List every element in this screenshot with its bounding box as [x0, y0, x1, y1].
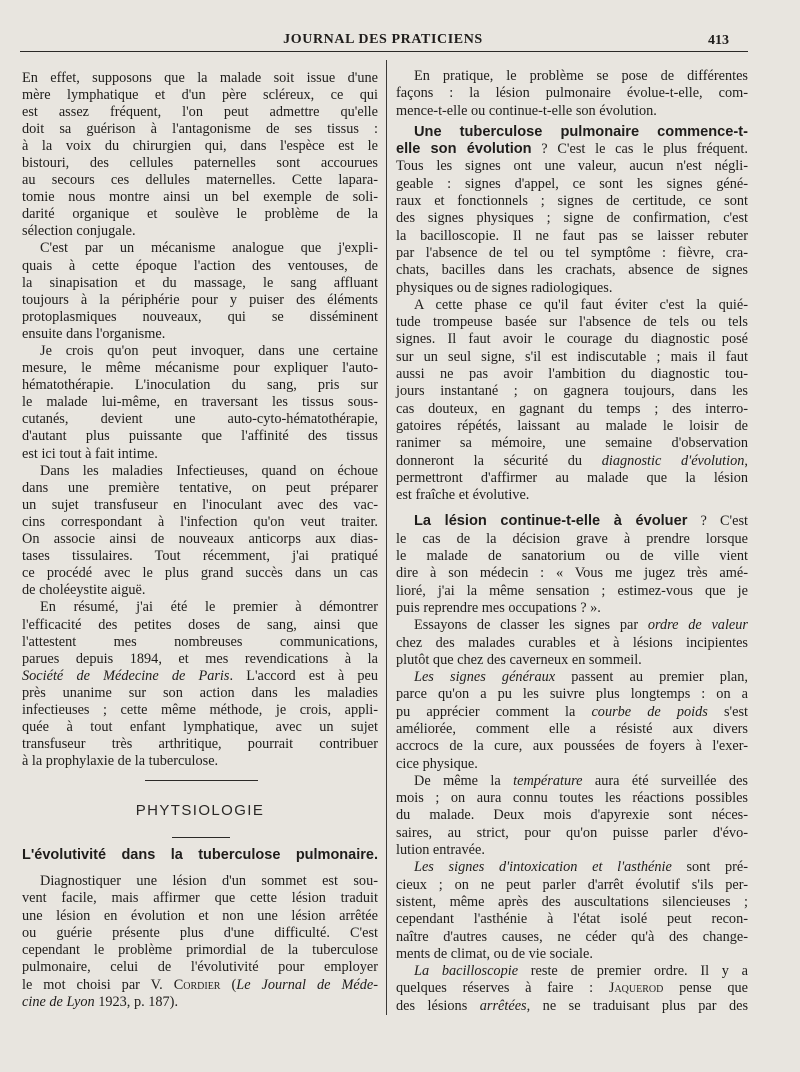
text-segment: aura été surveillée des: [582, 772, 748, 789]
text-line: [396, 193, 748, 210]
text-line: [396, 686, 748, 703]
line-content: mence-t-elle ou continue-t-elle son évolution.: [396, 102, 657, 119]
paragraph: [396, 859, 748, 963]
line-content: accrocs de la cure, aux poussées de foyers à l'exer-: [396, 738, 748, 755]
line-content: cependant l'asthénie à l'état isolé peut recon-: [396, 911, 748, 928]
text-line: [396, 280, 748, 297]
text-line: [396, 435, 748, 452]
text-line: [396, 773, 748, 790]
text-segment: De même la: [414, 772, 514, 789]
line-content: [396, 453, 748, 469]
line-content: un sujet transfuseur en l'inoculant avec des vac-: [22, 496, 378, 513]
italic-text: Le Journal de Méde-: [236, 976, 378, 993]
text-segment: pu apprécier comment la: [396, 703, 592, 720]
italic-text: Les signes d'intoxication et l'asthénie: [414, 859, 672, 876]
text-line: [22, 104, 378, 121]
line-content: [396, 141, 748, 157]
paragraph: [396, 963, 748, 1015]
text-line: [22, 736, 378, 753]
text-line: [22, 446, 378, 463]
line-content: protoplasmiques nouveaux, qui se disséminent: [22, 308, 378, 325]
text-line: [396, 158, 748, 175]
line-content: cutanés, devient une auto-cyto-hématothérapie,: [22, 411, 378, 428]
text-line: [22, 668, 378, 685]
line-content: [414, 963, 748, 979]
text-line: [22, 548, 378, 565]
text-line: [22, 753, 378, 770]
line-content: puis reprendre mes occupations ? ».: [396, 599, 601, 616]
text-segment: , ne se traduisant plus par des: [526, 997, 749, 1014]
bold-text: La lésion continue-t-elle à évoluer: [414, 513, 688, 530]
text-line: [396, 617, 748, 634]
line-content: [22, 994, 178, 1010]
line-content: lution entravée.: [396, 842, 485, 859]
column-divider: [386, 60, 387, 1015]
text-line: [22, 994, 378, 1011]
text-line: [22, 326, 378, 343]
left-column: [22, 70, 378, 771]
text-line: [396, 859, 748, 876]
line-content: à la voix du chirurgien qui, dans l'espèce est le: [22, 137, 378, 154]
text-line: [22, 394, 378, 411]
text-line: [22, 258, 378, 275]
header-rule: [20, 51, 748, 52]
text-line: [396, 85, 748, 102]
text-line: [22, 155, 378, 172]
text-line: [22, 959, 378, 976]
line-content: ce procédé avec le plus grand succès dans un cas: [22, 565, 378, 582]
text-line: [22, 292, 378, 309]
line-content: darité organique et soulève le problème de la: [22, 206, 378, 223]
line-content: signes. Il faut avoir le courage du diagnostic posé: [396, 331, 748, 348]
text-segment: . L'accord est à peu: [229, 667, 378, 684]
text-line: [396, 418, 748, 435]
text-line: [396, 998, 748, 1015]
text-segment: 1923, p. 187).: [94, 994, 179, 1011]
line-content: [414, 513, 748, 529]
line-content: chez des malades curables et à lésions incipientes: [396, 634, 748, 651]
line-content: [396, 980, 748, 996]
text-line: [22, 138, 378, 155]
line-content: tude trompeuse basée sur l'absence de tels ou tels: [396, 314, 748, 331]
small-caps-text: Cordier: [173, 976, 221, 993]
text-line: [396, 513, 748, 530]
line-content: [414, 859, 748, 875]
line-content: [22, 668, 378, 684]
line-content: [414, 617, 748, 633]
line-content: naître d'autres causes, ne céder qu'à des change-: [396, 928, 748, 945]
text-line: [22, 651, 378, 668]
paragraph: [396, 68, 748, 120]
line-content: parues depuis 1894, et mes revendications à la: [22, 650, 378, 667]
text-line: [22, 719, 378, 736]
text-line: [396, 124, 748, 141]
line-content: dans une première tentative, on peut préparer: [22, 479, 378, 496]
line-content: [22, 977, 378, 993]
line-content: ou guérie présente plus d'une difficulté. C'est: [22, 924, 378, 941]
line-content: sistent, même après des auscultations silencieuses ;: [396, 893, 748, 910]
line-content: améliorée, comment elle a résisté aux divers: [396, 720, 748, 737]
line-content: En pratique, le problème se pose de différentes: [414, 68, 748, 84]
text-line: [22, 223, 378, 240]
text-line: [396, 842, 748, 859]
line-content: est fraîche et évolutive.: [396, 487, 530, 504]
line-content: transfuseur très arthritique, pourrait contribuer: [22, 736, 378, 753]
text-line: [22, 121, 378, 138]
paragraph: [22, 873, 378, 1011]
line-content: aussi ne pas avoir l'ambition du diagnostic tou-: [396, 366, 748, 383]
article-body: [22, 873, 378, 1011]
line-content: la bacilloscopie. Il ne faut pas se laisser rebuter: [396, 227, 748, 244]
text-line: [22, 240, 378, 257]
paragraph: [22, 599, 378, 770]
text-line: [396, 652, 748, 669]
text-segment: le mot choisi par V.: [22, 976, 174, 993]
paragraph: [396, 513, 748, 617]
line-content: cice physique.: [396, 755, 478, 772]
text-line: [22, 531, 378, 548]
text-line: [396, 790, 748, 807]
line-content: [396, 998, 748, 1014]
line-content: des signes physiques ; signe de confirmation, c'est: [396, 210, 748, 227]
text-line: [22, 890, 378, 907]
line-content: à la prophylaxie de la tuberculose.: [22, 753, 219, 770]
text-segment: ? C'est le cas le plus fréquent.: [531, 141, 748, 158]
line-content: ranimer sa mémoire, une semaine d'observation: [396, 435, 748, 452]
text-line: [22, 428, 378, 445]
paragraph: [22, 343, 378, 463]
line-content: geable : signes d'appel, ce sont les signes géné-: [396, 175, 748, 192]
text-line: [22, 206, 378, 223]
line-content: [396, 704, 748, 720]
line-content: chats, bacilles dans les crachats, absence de signes: [396, 262, 748, 279]
line-content: Diagnostiquer une lésion d'un sommet est sou-: [40, 873, 378, 889]
paragraph: [396, 669, 748, 773]
text-line: [22, 908, 378, 925]
right-column: [396, 68, 748, 1015]
line-content: par l'absence de tel ou tel symptôme : fièvre, cra-: [396, 244, 748, 261]
text-line: [396, 176, 748, 193]
text-line: [396, 383, 748, 400]
line-content: est assez fréquent, l'on peut admettre qu'elle: [22, 103, 378, 120]
line-content: parce qu'on a pu les suivre plus longtemps : on a: [396, 686, 748, 703]
line-content: pulmonaire, celui de l'évolutivité pour employer: [22, 959, 378, 976]
text-line: [396, 963, 748, 980]
text-line: [396, 487, 748, 504]
text-segment: Essayons de classer les signes par: [414, 617, 648, 634]
line-content: est ici tout à fait intime.: [22, 445, 158, 462]
text-segment: donneront la sécurité du: [396, 452, 602, 469]
line-content: physiques ou de signes radiologiques.: [396, 279, 613, 296]
italic-text: diagnostic d'évolution: [601, 452, 745, 469]
text-line: [396, 565, 748, 582]
section-heading: PHYTSIOLOGIE: [135, 802, 265, 819]
line-content: le malade de sanatorium ou de ville vient: [396, 548, 748, 565]
paragraph: [396, 124, 748, 297]
text-line: [22, 87, 378, 104]
text-line: [22, 275, 378, 292]
text-line: [22, 189, 378, 206]
text-line: [396, 583, 748, 600]
line-content: quais à cette époque l'action des ventouses, de: [22, 257, 378, 274]
line-content: [414, 773, 748, 789]
text-line: [22, 70, 378, 87]
line-content: jours instantané ; on gagnera toujours, dans les: [396, 383, 748, 400]
line-content: tases tissulaires. Tout récemment, j'ai pratiqué: [22, 548, 378, 565]
text-line: [396, 635, 748, 652]
text-line: [396, 470, 748, 487]
text-line: [396, 807, 748, 824]
line-content: doit sa guérison à l'antagonisme de ses tissus :: [22, 120, 378, 137]
line-content: tomie nous montre ainsi un bel exemple de soli-: [22, 189, 378, 206]
text-line: [396, 141, 748, 158]
text-line: [22, 565, 378, 582]
line-content: ments de climat, ou de vie sociale.: [396, 945, 593, 962]
line-content: On associe ainsi de nouveaux anticorps aux dias-: [22, 531, 378, 548]
text-line: [396, 262, 748, 279]
text-line: [22, 925, 378, 942]
text-line: [22, 873, 378, 890]
text-line: [22, 463, 378, 480]
line-content: [414, 124, 748, 140]
line-content: la sinapisation et du massage, le sang affluant: [22, 274, 378, 291]
page-number: 413: [708, 33, 729, 48]
line-content: une lésion en évolution et non une lésion arrêtée: [22, 907, 378, 924]
text-line: [396, 911, 748, 928]
text-segment: s'est: [707, 703, 748, 720]
italic-text: ordre de valeur: [647, 617, 748, 634]
text-line: [22, 634, 378, 651]
text-line: [22, 702, 378, 719]
line-content: cependant le problème primordial de la tuberculose: [22, 942, 378, 959]
text-line: [396, 980, 748, 997]
line-content: d'autant plus puissante que l'affinité des tissus: [22, 428, 378, 445]
line-content: cieux ; on ne peut parler d'arrêt évolutif s'ils per-: [396, 876, 748, 893]
text-line: [396, 946, 748, 963]
journal-title: JOURNAL DES PRATICIENS: [283, 32, 483, 47]
text-line: [22, 582, 378, 599]
line-content: gatoires répétés, laissant au malade le loisir de: [396, 417, 748, 434]
paragraph: [22, 70, 378, 241]
text-segment: ,: [744, 452, 748, 469]
line-content: [414, 669, 748, 685]
italic-text: courbe de poids: [591, 703, 708, 720]
text-line: [22, 942, 378, 959]
text-line: [396, 401, 748, 418]
text-line: [396, 738, 748, 755]
line-content: C'est par un mécanisme analogue que j'expli-: [40, 240, 378, 257]
line-content: dire à son médecin : « Vous me jugez très amé-: [396, 565, 748, 582]
text-line: [396, 825, 748, 842]
line-content: Je crois qu'on peut invoquer, dans une certaine: [40, 343, 378, 359]
line-content: vent facile, mais affirmer que cette lésion traduit: [22, 890, 378, 907]
line-content: A cette phase ce qu'il faut éviter c'est la quié-: [414, 296, 748, 313]
text-line: [396, 894, 748, 911]
text-line: [22, 360, 378, 377]
text-line: [396, 228, 748, 245]
line-content: façons : la lésion pulmonaire évolue-t-elle, com-: [396, 85, 748, 102]
text-segment: quelques réserves à faire :: [396, 980, 609, 997]
line-content: raux et fonctionnels ; signes de certitude, ce sont: [396, 193, 748, 210]
paragraph: [396, 617, 748, 669]
text-line: [396, 756, 748, 773]
text-segment: (: [220, 976, 237, 993]
small-caps-text: Jaquerod: [608, 980, 664, 997]
text-line: [396, 314, 748, 331]
text-line: [396, 929, 748, 946]
italic-text: Les signes généraux: [414, 669, 556, 686]
text-segment: reste de premier ordre. Il y a: [518, 963, 748, 980]
text-line: [22, 617, 378, 634]
line-content: du malade. Deux mois d'apyrexie sont néces-: [396, 807, 748, 824]
text-line: [396, 548, 748, 565]
text-segment: ? C'est: [687, 513, 748, 530]
line-content: infectieuses ; cette même méthode, je crois, appli-: [22, 701, 378, 718]
line-content: plutôt que chez des caverneux en sommeil.: [396, 651, 642, 668]
text-line: [22, 514, 378, 531]
line-content: quée à tout enfant lymphatique, avec un sujet: [22, 719, 378, 736]
text-line: [22, 480, 378, 497]
line-content: ensuite dans l'organisme.: [22, 325, 166, 342]
article-title-text: L'évolutivité dans la tuberculose pulmonaire.: [22, 847, 378, 863]
paragraph: [396, 773, 748, 859]
section-rule-top: [145, 780, 258, 781]
text-line: [396, 704, 748, 721]
line-content: hématothérapie. L'inoculation du sang, pris sur: [22, 377, 378, 394]
line-content: cins correspondant à l'infection qu'on veut traiter.: [22, 513, 378, 530]
line-content: l'efficacité des petites doses de sang, ainsi que: [22, 616, 378, 633]
text-line: [396, 877, 748, 894]
text-line: [396, 366, 748, 383]
section-rule-bottom: [172, 837, 230, 838]
text-line: [22, 343, 378, 360]
line-content: mois ; on aura connu toutes les réactions possibles: [396, 790, 748, 807]
line-content: lioré, j'ai la même sensation ; estimez-vous que je: [396, 582, 748, 599]
line-content: de choléeystite aiguë.: [22, 582, 146, 599]
line-content: mesure, le même mécanisme pour expliquer l'auto-: [22, 360, 378, 377]
text-line: [22, 411, 378, 428]
line-content: permettront d'affirmer au malade que la lésion: [396, 469, 748, 486]
text-line: [22, 377, 378, 394]
line-content: le cas de la décision grave à prendre lorsque: [396, 530, 748, 547]
text-line: [396, 103, 748, 120]
text-segment: pense que: [663, 980, 749, 997]
text-line: [396, 297, 748, 314]
text-line: [396, 68, 748, 85]
text-line: [22, 172, 378, 189]
text-line: [22, 977, 378, 994]
paragraph: [396, 297, 748, 505]
line-content: Tous les signes ont une valeur, aucun n'est négli-: [396, 158, 748, 175]
line-content: au secours ces dellules maternelles. Cette lapara-: [22, 172, 378, 189]
article-title: [22, 846, 378, 864]
paragraph: [22, 240, 378, 343]
italic-text: Société de Médecine de Paris: [22, 667, 230, 684]
line-content: l'attestent mes nombreuses communications,: [22, 633, 378, 650]
line-content: Dans les maladies Infectieuses, quand on échoue: [40, 462, 378, 479]
text-segment: sont pré-: [671, 859, 748, 876]
line-content: sur un seul signe, s'il est indiscutable ; mais il faut: [396, 348, 748, 365]
text-line: [22, 309, 378, 326]
bold-text: elle son évolution: [396, 141, 532, 158]
text-segment: des lésions: [396, 997, 480, 1014]
text-line: [396, 600, 748, 617]
italic-text: cine de Lyon: [22, 994, 95, 1011]
text-line: [396, 349, 748, 366]
text-line: [396, 531, 748, 548]
text-line: [396, 721, 748, 738]
text-line: [396, 669, 748, 686]
text-line: [396, 210, 748, 227]
text-segment: passent au premier plan,: [555, 669, 748, 686]
line-content: En effet, supposons que la malade soit issue d'une: [22, 69, 378, 86]
bold-text: Une tuberculose pulmonaire commence-t-: [414, 123, 748, 140]
line-content: mère lymphatique et d'un père scléreux, ce qui: [22, 86, 378, 103]
line-content: En résumé, j'ai été le premier à démontrer: [40, 599, 378, 616]
line-content: sélection conjugale.: [22, 223, 136, 240]
italic-text: La bacilloscopie: [414, 963, 519, 980]
italic-text: arrêtées: [479, 997, 527, 1014]
line-content: toujours à la périphérie pour y puiser des éléments: [22, 291, 378, 308]
line-content: saires, au strict, pour qu'on puisse parler d'évo-: [396, 824, 748, 841]
text-line: [396, 245, 748, 262]
line-content: près unanime sur son action dans les maladies: [22, 684, 378, 701]
line-content: cas douteux, en gagnant du temps ; des interro-: [396, 400, 748, 417]
paragraph: [22, 463, 378, 600]
text-line: [22, 685, 378, 702]
line-content: le malade lui-même, en traversant les tissus sous-: [22, 394, 378, 411]
text-line: [22, 497, 378, 514]
italic-text: température: [513, 772, 583, 789]
text-line: [396, 331, 748, 348]
line-content: bistouri, des cellules paternelles sont accourues: [22, 154, 378, 171]
text-line: [396, 453, 748, 470]
text-line: [22, 599, 378, 616]
